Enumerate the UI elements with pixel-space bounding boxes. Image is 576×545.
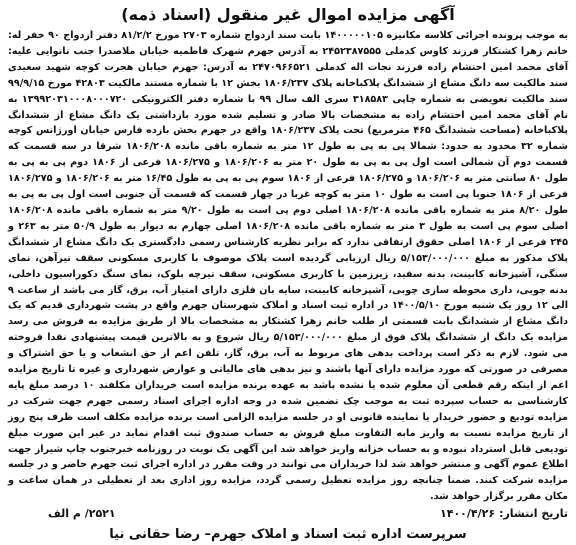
- notice-body: به موجب پرونده اجرائی کلاسه مکانیزه ۱۴۰۰۰۰۰۱۰۵ بابت سند ازدواج شماره ۲۷۰۳ مورخ ۸۱/۲/۲ دفتر ازدواج ۹۰ خفر له: خانم زهرا کشتکار فرزند کاوس کدملی ۲۴۵۲۳۸۷۵۵۵ به آدرس جهرم شهرک فاطمیه خیابان ملاصدرا جنب ناتوایی علیه: آقای محمد امین احتشام زاده فرزند نجات اله کدملی ۲۴۷۰۹۶۶۵۲۱ به آدرس: جهرم خیابان هجرت کوچه شهید سعیدی سند مالکیت سه دانگ مشاع از ششدانگ پلاکباخانه پلاک ۱۸۰۶/۲۳۷ بخش ۱۲ با شماره مستند مالکیت ۴۲۸۰۳ مورخ ۹۹/۹/۱۵ سند مالکیت تعویضی به شماره چاپی ۳۱۸۵۸۳ سری الف سال ۹۹ با شماره دفتر الکترونیکی ۱۳۹۹۲۰۳۱۰۰۰۸۰۰۰۷۲۰ به نام آقای محمد امین احتشام زاده به مشخصات بالا صادر و تسلیم شده مورد بازداشتی یک دانگ مشاع از ششدانگ پلاکباخانه (مساحت ششدانگ ۴۶۵ مترمربع) تحت پلاک ۱۸۰۶/۲۳۷ واقع در جهرم بخش بازده فارس خیابان اورژانس کوچه شماره ۳۲ محدود به حدود: شمالا پی به پی به طول ۱۲ متر به شماره باقی مانده ۱۸۰۶/۲۰۸ شرقا در سه قسمت که قسمت دوم آن شمالی است اول پی به پی به طول ۲۰ متر به ۱۸۰۶/۲۰۶ و ۱۸۰۶/۲۷۵ فرعی از ۱۸۰۶ دوم پی به پی به طول ۸۰ سانتی متر به ۱۸۰۶/۲۰۶ و ۱۸۰۶/۲۷۵ فرعی از ۱۸۰۶ سوم پی به پی به طول ۱۶/۴۵ متر به ۱۸۰۶/۲۰۶ و ۱۸۰۶/۲۷۵ فرعی از ۱۸۰۶ جنوبا پی است به طول ۱۰ متر به کوچه غربا در چهار قسمت که قسمت آن جنوبی است اول پی به پی به طول ۸/۲۰ متر به شماره باقی مانده ۱۸۰۶/۲۰۸ اصلی دوم پی است به طول ۹/۲۰ متر به شماره باقی مانده ۱۸۰۶/۲۰۸ اصلی سوم پی است به طول ۳ متر به شماره باقی مانده ۱۸۰۶/۲۰۸ اصلی چهارم به دیوار به طول ۵۰/۹ متر به ۲۶۳ و ۲۴۵ فرعی از ۱۸۰۶ اصلی حقوق ارتفاقی ندارد که برابر نظریه کارشناس رسمی دادگستری یک دانگ مشاع از ششدانگ پلاک مذکور به مبلغ ۵/۱۵۳/۰۰۰/۰۰۰ ریال ارزیابی گردیده است پلاک موصوف با کاربری مسکونی سقف تیرآهن، نمای سنگی، آشپزخانه کابینت، بدنه سفید، زیرزمین با کاربری مسکونی، سقف تیرچه بلوک، نمای سنگ دکوراسیون داخلی، بدنه چوبی، داری محوطه سازی چوبی، آشپزخانه کابینت، سایه بان فلزی دارای امتیاز آب، برق، گاز می باشد از ساعت ۹ الی ۱۲ روز یک شنبه مورخ ۱۴۰۰/۵/۱۰ در اداره ثبت اسناد و املاک شهرستان جهرم واقع در پشت شهرداری قدیم که یک دانگ مشاع از ششدانگ بابت قسمتی از طلب خانم زهرا کشتکار به مشخصات بالا از طریق مزایده به فروش می رسد مزایده یک دانگ از ششدانگ پلاک فوق از مبلغ ۵/۱۵۳/۰۰۰/۰۰۰ ریال شروع و به بالاترین قیمت پیشنهادی نقدا فروخته می شود. لازم به ذکر است پرداخت بدهی های مربوط به آب، برق، گاز، تلفن اعم از حق انشعاب و یا حق اشتراک و مصرفی در صورتی که مورد مزایده دارای آنها باشند و نیز بدهی های مالیاتی و عوارض شهرداری و غیره تا تاریخ مزایده اعم از اینکه رقم قطعی آن معلوم شده یا نشده باشد به عهده برنده مزایده است خریداران مکلفند ۱۰ درصد مبلغ پایه کارشناسی به حساب سپرده ثبت به موجب چک تضمین شده در وجه اداره اجرای اسناد رسمی جهرم جهت شرکت در مزایده تودیع و حضور خریدار یا نماینده قانونی او در جلسه مزایده الزامی است برنده مزایده مکلف است ظرف پنج روز از تاریخ مزایده نسبت به واریز مابه التفاوت مبلغ فروش به حساب صندوق ثبت اقدام نماید در غیر این صورت مبلغ تودیعی قابل استرداد نبوده و به حساب خزانه واریز خواهد شد این آگهی یک نوبت در روزنامه خبرجنوب چاپ شیراز جهت اطلاع عموم آگهی و منتشر خواهد شد لذا خریداران می توانند در وقت مقرر در اداره اجرای ثبت جهرم حاضر و در جلسه مزایده شرکت کنند. ضمنا چنانچه روز مزایده تعطیل رسمی گردد، مزایده روز اداری بعد از تعطیلی در همان ساعت و مکان مقرر برگزار خواهد شد.: [8, 30, 569, 503]
- signature-line: سرپرست اداره ثبت اسناد و املاک جهرم– رضا حقانی نیا: [109, 527, 467, 543]
- publication-date: [440, 505, 568, 523]
- notice-code: ۲۵۲۱/ م الف: [48, 507, 116, 521]
- notice-footer: [8, 505, 568, 523]
- notice-title: آگهی مزایده اموال غیر منقول (اسناد ذمه): [121, 5, 455, 24]
- publication-date-value: ۱۴۰۰/۴/۲۶: [440, 507, 496, 521]
- publication-date-label: تاریخ انتشار:: [499, 507, 568, 521]
